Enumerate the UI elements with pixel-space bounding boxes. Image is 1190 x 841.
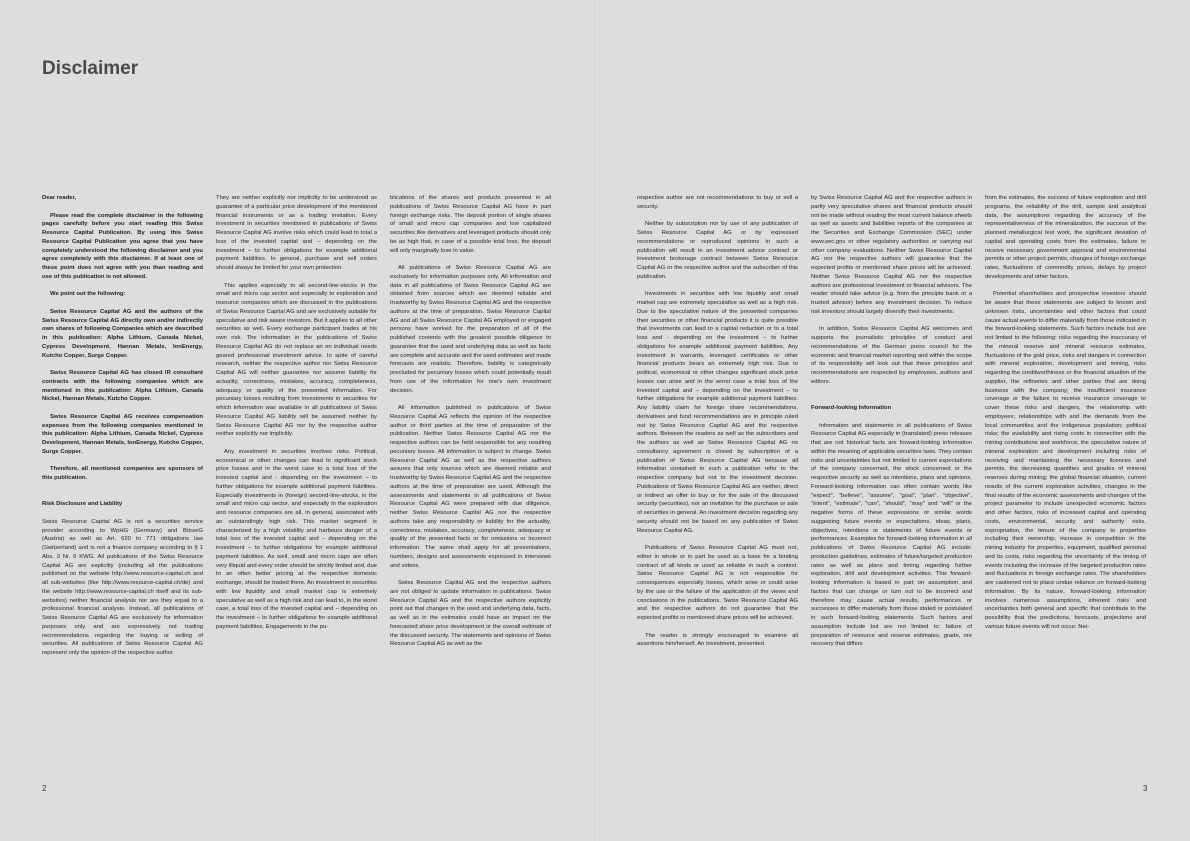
column-6: [985, 194, 1146, 640]
paragraph: Swiss Resource Capital AG and the respective authors are not obliged to update information in publications. Swiss Resource Capital AG and the respective authors explicitly point out that changes in the used and underlying data, facts, as well as in the estimates could have an impact on the forecasted share price development or the overall estimate of the discussed security. The statements and opinions of Swiss Resource Capital AG as well as the: [390, 580, 551, 648]
paragraph: This applies especially to all second-line-stocks in the small and micro cap sector and especially to exploration and resource companies which are discussed in the publications of Swiss Resource Capital AG and are exclusively suitable for speculative and risk aware investors. But it applies to all other securities as well. Every exchange participant trades at his own risk. The information in the publications of Swiss Resource Capital AG do not replace an on individual needs geared professional investment advice. In spite of careful research, neither the respective author nor Swiss Resource Capital AG will neither guarantee nor assume liability for actuality, correctness, mistakes, accuracy, completeness, adequacy or quality of the presented information. For pecuniary losses resulting from investments in securities for which information was available in all publications of Swiss Resource Capital AG liability will be assumed neither by Swiss Resource Capital AG nor by the respective author neither explicitly nor implicitly.: [216, 282, 377, 438]
ir-contracts-paragraph: Swiss Resource Capital AG has closed IR consultant contracts with the following companies which are mentioned in this publication: Alpha Lithium, Canada Nickel, Hannan Metals, Kutcho Copper.: [42, 370, 203, 403]
column-1: [42, 194, 203, 667]
column-3: [390, 194, 551, 658]
column-2: [216, 194, 377, 640]
forward-looking-heading: Forward-looking Information: [811, 405, 892, 411]
page-spine: [594, 0, 595, 841]
point-out-heading: We point out the following:: [50, 291, 126, 298]
paragraph: Information and statements in all publications of Swiss Resource Capital AG especially in (translated) press releases that are not historical facts are forward-looking information within the meaning of applicable securities laws. They contain risks and uncertainties but not limited to current expectations of the company concerned, the stock concerned or the respective security as well as intentions, plans and opinions. Forward-looking information can often contain words like "expect", "believe", "assume", "goal", "plan", "objective", "intent", "estimate", "can", "should", "may" and "will" or the negative forms of these expressions or similar words suggesting future events or expectations, ideas, plans, objectives, intentions or statements of future events or performances. Examples for forward-looking information in all publications of Swiss Resource Capital AG include: production guidelines, estimates of future/targeted production rates as well as plans and timing regarding further exploration, drill and development activities. This forward-looking information is based in part on assumption and factors that can change or turn out to be incorrect and therefore may cause actual results, performances or successes to differ materially from those stated or postulated in such forward-looking statements. Such factors and assumption include but are not limited to: failure of preparation of resource and reserve estimates, grade, ore recovery that differs: [811, 422, 972, 648]
paragraph: by Swiss Resource Capital AG and the respective authors in partly very speculative shares and financial products should not be made without reading the most current balance sheets as well as assets and liabilities reports of the companies at the Securities and Exchange Commission (SEC) under www.sec.gov or other regulatory authorities or carrying out other company evaluations. Neither Swiss Resource Capital AG nor the respective authors will guarantee that the expected profits or mentioned share prices will be achieved. Neither Swiss Resource Capital AG nor the respective authors are professional investment or financial advisors. The reader should take advice (e.g. from the principle bank or a trusted advisor) before any investment decision. To reduce risk investors should largely diversify their investments.: [811, 195, 972, 315]
paragraph: All information published in publications of Swiss Resource Capital AG reflects the opinion of the respective author or third parties at the time of preparation of the publication. Neither Swiss Resource Capital AG nor the respective authors can be held responsible for any resulting pecuniary losses. All information is subject to change. Swiss Resource Capital AG as well as the respective authors assures that only sources which are deemed reliable and trustworthy by Swiss Resource Capital AG and the respective authors at the time of preparation are used. Although the assessments and statements in all publications of Swiss Resource Capital AG were prepared with due diligence, neither Swiss Resource Capital AG nor the respective authors take any responsibility or liability for the actuality, correctness, mistakes, accuracy, completeness, adequacy or quality of the presented facts or for omissions or incorrect information. The same shall apply for all presentations, numbers, designs and assessments expressed in interviews and videos.: [390, 405, 551, 569]
greeting: Dear reader,: [42, 195, 77, 201]
paragraph: blications of the shares and products presented in all publications of Swiss Resource Capital AG have in part foreign exchange risks. The deposit portion of single shares of small and micro cap companies and low capitalized securities like derivatives and leveraged products should only be as high that, in case of a possible total loss, the deposit will only marginally lose in value.: [390, 195, 551, 254]
paragraph: Investments in securities with low liquidity and small market cap are extremely speculative as well as a high risk. Due to the speculative nature of the presented companies their securities or other financial products it is quite possible that investments can lead to a capital reduction or to a total loss and - depending on the investment – to further obligations for example additional payment liabilities. Any investment in warrants, leveraged certificates or other financial products bears an extremely high risk. Due to political, economical or other changes significant stock price losses can arise and in the worst case a total loss of the invested capital and – depending on the investment – to further obligations for example additional payment liabilities. Any liability claim for foreign share recommendations, derivatives and fund recommendations are in principle ruled out by Swiss Resource Capital AG and the respective authors. Between the readers as well as the subscribers and the authors as well as Swiss Resource Capital AG no consultancy agreement is closed by subscription of a publication of Swiss Resource Capital AG because all information contained in such a publication refer to the respective company but not to the investment decision. Publications of Swiss Resource Capital AG are neither, direct or indirect an offer to buy or for the sale of the discussed security (securities), nor an invitation for the purchase or sale of securities in general. An investment decision regarding any security should not be based on any publication of Swiss Resource Capital AG.: [637, 291, 798, 534]
paragraph: Publications of Swiss Resource Capital AG must not, either in whole or in part be used as a base for a binding contract of all kinds or used as reliable in such a context. Swiss Resource Capital AG is not responsible for consequences especially losses, which arise or could arise by the use or the failure of the application of the views and conclusions in the publications. Swiss Resource Capital AG and the respective authors do not guarantee that the expected profits or mentioned share prices will be achieved.: [637, 545, 798, 621]
page-number-right: 3: [1143, 784, 1148, 793]
compensation-paragraph: Swiss Resource Capital AG receives compensation expenses from the following companies mentioned in this publication: Alpha Lithium, Canada Nickel, Cypress Development, Hannan Metals, IonEnergy, Kutcho Copper, Surge Copper.: [42, 413, 203, 455]
risk-paragraph: Swiss Resource Capital AG is not a securities service provider according to WpHG (Germany) and BörseG (Austria) as well as Art. 620 to 771 obligations law (Switzerland) and is not a finance company according to § 1 Abs. 3 Nr. 6 KWG. All publications of the Swiss Resource Capital AG are explicitly (including all the publications published on the website http://www.resource-capital.ch and all sub-websites (like http://www.resource-capital.ch/de) and the website http://www.resource-capital.ch itself and its sub-websites) neither financial analysis nor are they equal to a professional financial analysis. Instead, all publications of Swiss Resource Capital AG are exclusively for information purposes only and are expressively not trading recommendations regarding the buying or selling of securities. All publications of Swiss Resource Capital AG represent only the opinion of the respective author.: [42, 518, 203, 656]
page-title: Disclaimer: [42, 58, 139, 79]
sponsors-paragraph: Therefore, all mentioned companies are sponsors of this publication.: [42, 466, 203, 481]
paragraph: Potential shareholders and prospective investors should be aware that these statements are subject to known and unknown risks, uncertainties and other factors that could cause actual events to differ materially from those indicated in the forward-looking statements. Such factors include but are not limited to the following: risks regarding the inaccuracy of the mineral reserve and mineral resource estimates, fluctuations of the gold price, risks and dangers in connection with mineral exploration, development and mining, risks regarding the creditworthiness or the financial situation of the supplier, the refineries and other parties that are doing business with the company; the insufficient insurance coverage or the failure to receive insurance coverage to cover these risks and dangers, the relationship with employees; relationships with and the demands from the local communities and the indigenous population; political risks; the availability and rising costs in connection with the mining contributions and workforce; the speculative nature of mineral exploration and development including risks of receiving and maintaining the necessary licences and permits, the decreasing quantities and grades of mineral reserves during mining; the global financial situation, current results of the current exploration activities, changes in the final results of the economic assessments and changes of the project parameter to include unexpected economic factors and other factors, risks of increased capital and operating costs, environmental, security and authority risks, expropriation, the tenure of the company to properties including their ownership, increase in competition in the mining industry for properties, equipment, qualified personal and its costs, risks regarding the uncertainty of the timing of events including the increase of the targeted production rates and fluctuations in foreign exchange rates. The shareholders are cautioned not to place undue reliance on forward-looking information. By its nature, forward-looking information involves numerous assumptions, inherent risks and uncertainties both general and specific that contribute to the possibility that the predictions, forecasts, projections and various future events will not occur. Nei-: [985, 291, 1146, 630]
paragraph: The reader is strongly encouraged to examine all assertions him/herself. An investment, presented: [637, 632, 798, 648]
paragraph: respective author are not recommendations to buy or sell a security.: [637, 195, 798, 210]
paragraph: They are neither explicitly nor implicitly to be understood as guarantee of a particular price development of the mentioned financial instruments or as a trading invitation. Every investment in securities mentioned in publications of Swiss Resource Capital AG involve risks which could lead to total a loss of the invested capital and – depending on the investment – to further obligations for example additional payment liabilities. In general, purchase and sell orders should always be limited for your own protection.: [216, 195, 377, 271]
shares-paragraph: Swiss Resource Capital AG and the authors of the Swiss Resource Capital AG directly own and/or indirectly own shares of following Companies which are described in this publication: Alpha Lithium, Canada Nickel, Cypress Development, Hannan Metals, IonEnergy, Kutcho Copper, Surge Copper.: [42, 308, 203, 359]
intro-paragraph: Please read the complete disclaimer in the following pages carefully before you start reading this Swiss Resource Capital Publication. By using this Swiss Resource Capital Publication you agree that you have completely understood the following disclaimer and you agree completely with this disclaimer. If at least one of these point does not agree with you than reading and use of this publication is not allowed.: [42, 212, 203, 280]
page-number-left: 2: [42, 784, 47, 793]
risk-heading: Risk Disclosure and Liability: [42, 501, 123, 508]
paragraph: All publications of Swiss Resource Capital AG are exclusively for information purposes only. All information and data in all publications of Swiss Resource Capital AG are obtained from sources which are deemed reliable and trustworthy by Swiss Resource Capital AG and the respective authors at the time of preparation. Swiss Resource Capital AG and all Swiss Resource Capital AG employed or engaged persons have worked for the preparation of all of the published contents with the greatest possible diligence to guarantee that the used and underlying data as well as facts are complete and accurate and the used estimates and made forecasts are realistic. Therefore, liability is categorically precluded for pecuniary losses which could potentially result from use of the information for one's own investment decision.: [390, 265, 551, 394]
column-5: [811, 194, 972, 658]
paragraph: In addition, Swiss Resource Capital AG welcomes and supports the journalistic principles of conduct and recommendations of the German press council for the economic and financial market reporting and within the scope of its responsibility will look out that these principles and recommendations are respected by employees, authors and editors.: [811, 326, 972, 385]
paragraph: Neither by subscription nor by use of any publication of Swiss Resource Capital AG or by expressed recommendations or reproduced opinions in such a publication will result in an investment advice contract or investment brokerage contract between Swiss Resource Capital AG or the respective author and the subscriber of this publication.: [637, 221, 798, 280]
column-4: [637, 194, 798, 658]
paragraph: from the estimates, the success of future exploration and drill programs, the reliability of the drill, sample and analytical data, the assumptions regarding the accuracy of the representativeness of the mineralization, the success of the planned metallurgical test work, the significant deviation of capital and operating costs from the estimates, failure to receive necessary government approval and environmental permits or other project permits, changes of foreign exchange rates, fluctuations of commodity prices, delays by project developments and other factors.: [985, 195, 1146, 280]
paragraph: Any investment in securities involves risks. Political, economical or other changes can lead to significant stock price losses and in the worst case to a total loss of the invested capital and - depending on the investment – to further obligations for example additional payment liabilities. Especially investments in (foreign) second-line-stocks, in the small and micro cap sector, and especially in the exploration and resource companies are all, in general, associated with an outstandingly high risk. This market segment is characterized by a high volatility and harbours danger of a total loss of the invested capital and – depending on the investment – to further obligations for example additional payment liabilities. As well, small and micro caps are often very illiquid and every order should be strictly limited and, due to an often better pricing at the respective domestic exchange, should be traded there. An investment in securities with low liquidity and small market cap is extremely speculative as well as a high risk and can lead to, in the worst case, a total loss of the invested capital and – depending on the investment – to further obligations for example additional payment liabilities. Engagements in the pu-: [216, 448, 377, 630]
